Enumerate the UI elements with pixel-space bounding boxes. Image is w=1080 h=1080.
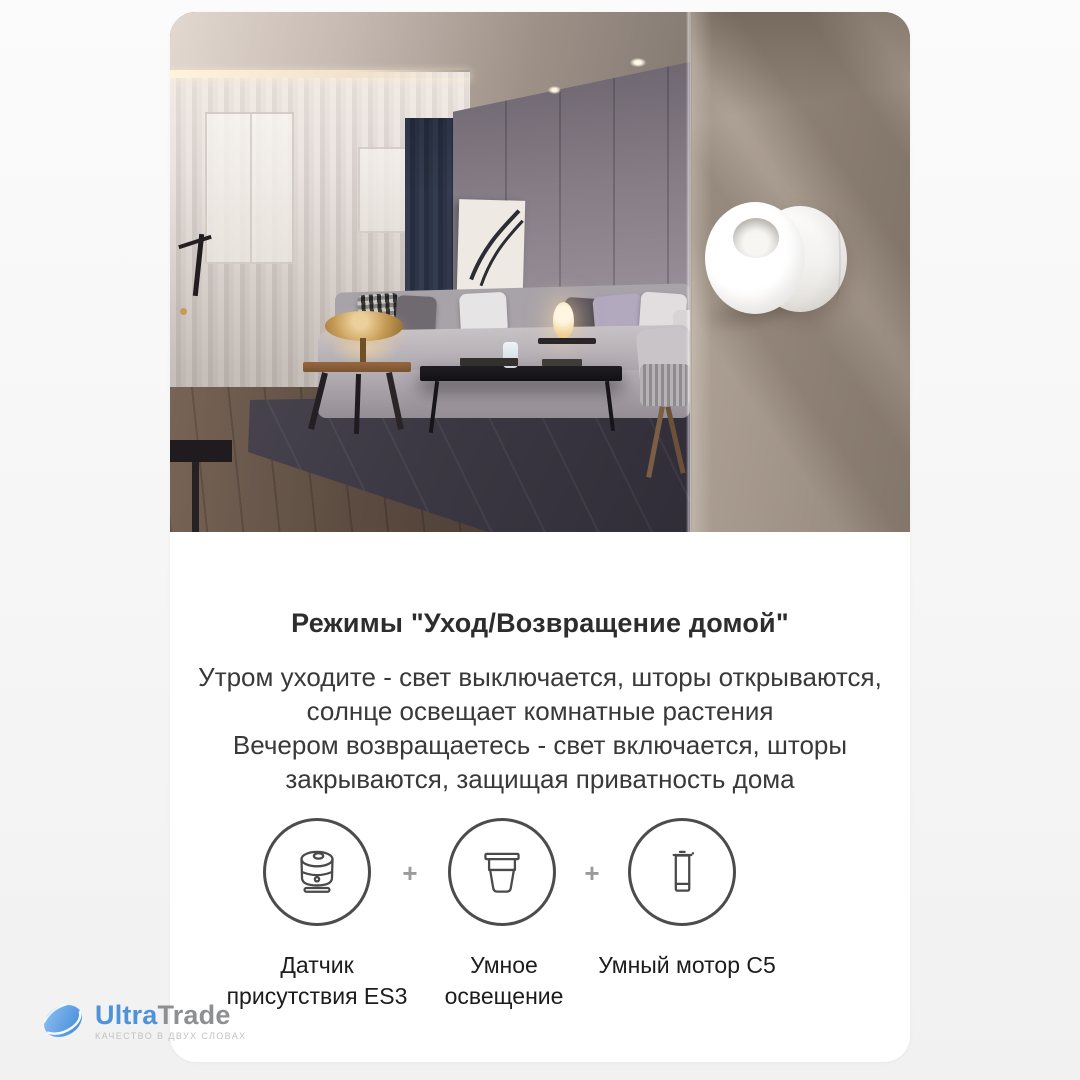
ceiling-spotlight — [630, 58, 646, 67]
product-label-line: освещение — [444, 983, 564, 1009]
smart-motor-icon — [628, 818, 736, 926]
product-label — [547, 950, 827, 981]
piano-silhouette — [192, 462, 199, 532]
gold-table-lamp — [360, 338, 366, 364]
armchair — [640, 364, 690, 406]
section-description — [170, 660, 910, 796]
table-items — [542, 359, 582, 366]
coffee-table — [420, 366, 622, 381]
brand-secondary: Trade — [157, 1000, 231, 1030]
product-label-line: Умное — [470, 952, 538, 978]
window — [358, 147, 412, 233]
content-card — [170, 12, 910, 1062]
product-photo — [170, 12, 910, 532]
ceiling-spotlight — [548, 86, 561, 94]
gold-table-lamp — [325, 311, 403, 341]
ultratrade-swirl-icon — [40, 998, 86, 1044]
brand-name — [95, 1001, 247, 1029]
presence-sensor-icon — [263, 818, 371, 926]
plus-sign: + — [402, 858, 418, 888]
table-items — [460, 358, 518, 366]
dark-curtain — [405, 118, 459, 310]
piano-silhouette — [170, 440, 232, 462]
plus-sign: + — [584, 858, 600, 888]
brand-primary: Ultra — [95, 1000, 158, 1030]
sensor-lens — [733, 218, 779, 258]
wall-art — [457, 199, 525, 295]
piano-silhouette — [180, 308, 187, 315]
window — [205, 112, 294, 264]
living-room-scene — [170, 12, 690, 532]
wall-closeup — [690, 12, 910, 532]
description-line: закрываются, защищая приватность дома — [285, 764, 795, 794]
side-table — [303, 362, 411, 372]
product-label-line: Датчик — [280, 952, 354, 978]
description-line: Утром уходите - свет выключается, шторы открываются, — [198, 662, 882, 692]
store-logo — [40, 998, 247, 1044]
product-label-line: Умный мотор C5 — [598, 952, 776, 978]
description-line: солнце освещает комнатные растения — [306, 696, 774, 726]
brand-tagline: КАЧЕСТВО В ДВУХ СЛОВАХ — [95, 1031, 247, 1041]
logo-text — [95, 1001, 247, 1041]
presence-sensor-device — [705, 202, 865, 332]
cove-light — [170, 70, 470, 78]
product-label-line: присутствия ES3 — [226, 983, 408, 1009]
table-lamp — [553, 302, 574, 338]
section-title: Режимы "Уход/Возвращение домой" — [291, 608, 789, 638]
device-ring — [829, 214, 841, 304]
smart-light-icon — [448, 818, 556, 926]
side-table — [538, 338, 596, 344]
description-line: Вечером возвращаетесь - свет включается, шторы — [232, 730, 848, 760]
photo-seam — [686, 12, 692, 532]
